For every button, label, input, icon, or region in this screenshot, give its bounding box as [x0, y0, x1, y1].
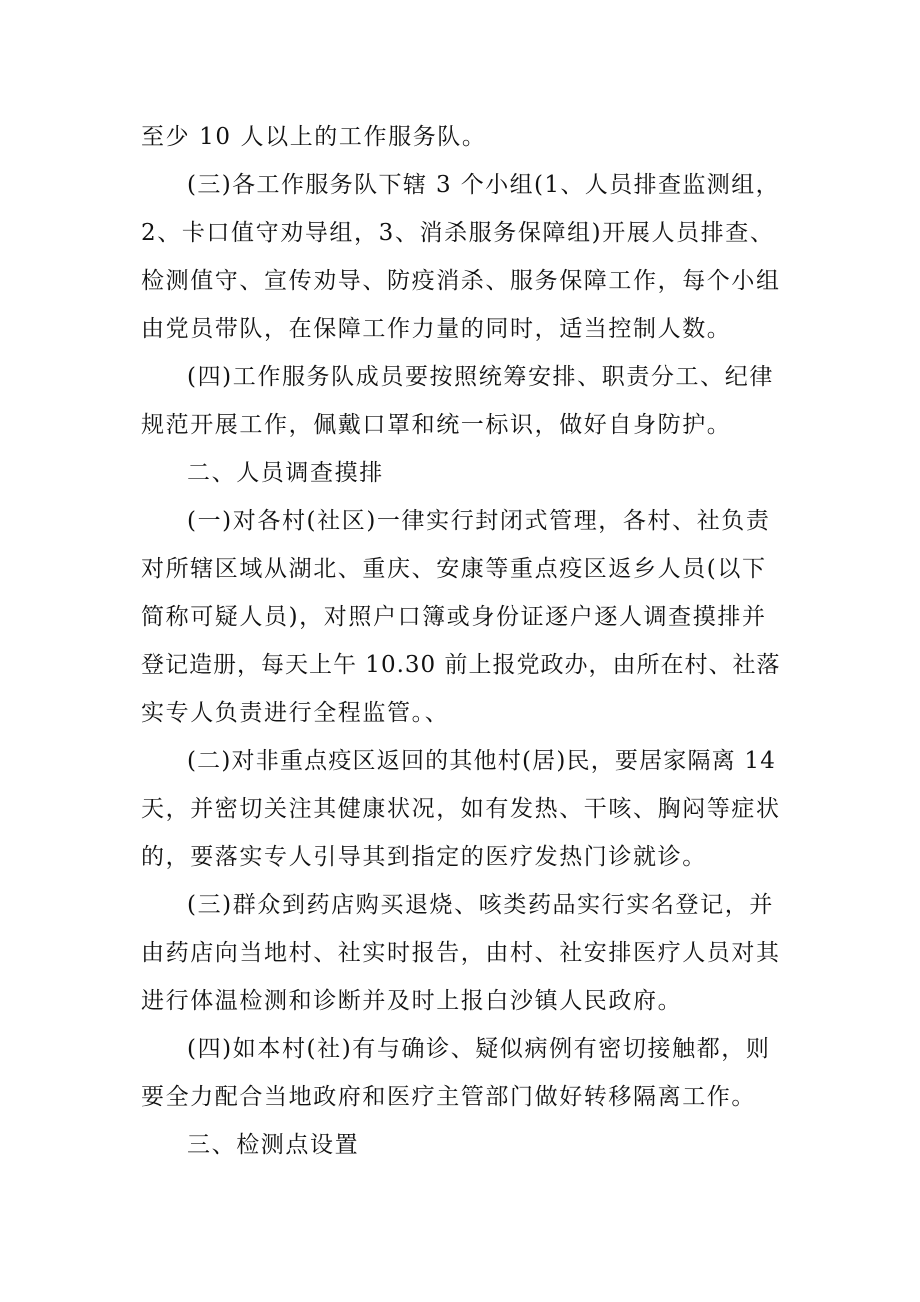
paragraph-continuation — [141, 113, 781, 161]
text-line: (三)各工作服务队下辖 3 个小组(1、人员排查监测组， — [187, 172, 781, 198]
section-heading-personnel-survey — [141, 449, 781, 497]
text-line: (三)群众到药店购买退烧、咳类药品实行实名登记，并 — [187, 892, 774, 918]
text-line: (四)如本村(社)有与确诊、疑似病例有密切接触都，则 — [187, 1036, 771, 1062]
paragraph-closed-management — [141, 497, 781, 737]
text-line: 对所辖区域从湖北、重庆、安康等重点疫区返乡人员(以下 — [141, 556, 767, 582]
text-line: (四)工作服务队成员要按照统筹安排、职责分工、纪律 — [187, 364, 774, 390]
text-line: 实专人负责进行全程监管。、 — [141, 700, 450, 726]
text-line: 天，并密切关注其健康状况，如有发热、干咳、胸闷等症状 — [141, 796, 781, 822]
text-line: 由党员带队，在保障工作力量的同时，适当控制人数。 — [141, 316, 732, 342]
text-line: 2、卡口值守劝导组，3、消杀服务保障组)开展人员排查、 — [141, 220, 775, 246]
text-line: 简称可疑人员)，对照户口簿或身份证逐户逐人调查摸排并 — [141, 604, 767, 630]
document-body — [141, 113, 781, 1169]
text-line: (一)对各村(社区)一律实行封闭式管理，各村、社负责 — [187, 508, 771, 534]
paragraph-team-conduct — [141, 353, 781, 449]
paragraph-contact-transfer — [141, 1025, 781, 1121]
heading-text: 二、人员调查摸排 — [187, 460, 384, 486]
text-line: 由药店向当地村、社实时报告，由村、社安排医疗人员对其 — [141, 940, 781, 966]
paragraph-pharmacy-registration — [141, 881, 781, 1025]
section-heading-checkpoint-setup — [141, 1121, 781, 1169]
paragraph-service-team-groups — [141, 161, 781, 353]
text-line: 规范开展工作，佩戴口罩和统一标识，做好自身防护。 — [141, 412, 732, 438]
text-line: 登记造册，每天上午 10.30 前上报党政办，由所在村、社落 — [141, 652, 781, 678]
heading-text: 三、检测点设置 — [187, 1132, 360, 1158]
text-line: 检测值守、宣传劝导、防疫消杀、服务保障工作，每个小组 — [141, 268, 781, 294]
text-line: 至少 10 人以上的工作服务队。 — [141, 124, 487, 150]
paragraph-home-isolation — [141, 737, 781, 881]
text-line: (二)对非重点疫区返回的其他村(居)民，要居家隔离 14 — [187, 748, 777, 774]
text-line: 要全力配合当地政府和医疗主管部门做好转移隔离工作。 — [141, 1084, 756, 1110]
text-line: 的，要落实专人引导其到指定的医疗发热门诊就诊。 — [141, 844, 707, 870]
text-line: 进行体温检测和诊断并及时上报白沙镇人民政府。 — [141, 988, 683, 1014]
